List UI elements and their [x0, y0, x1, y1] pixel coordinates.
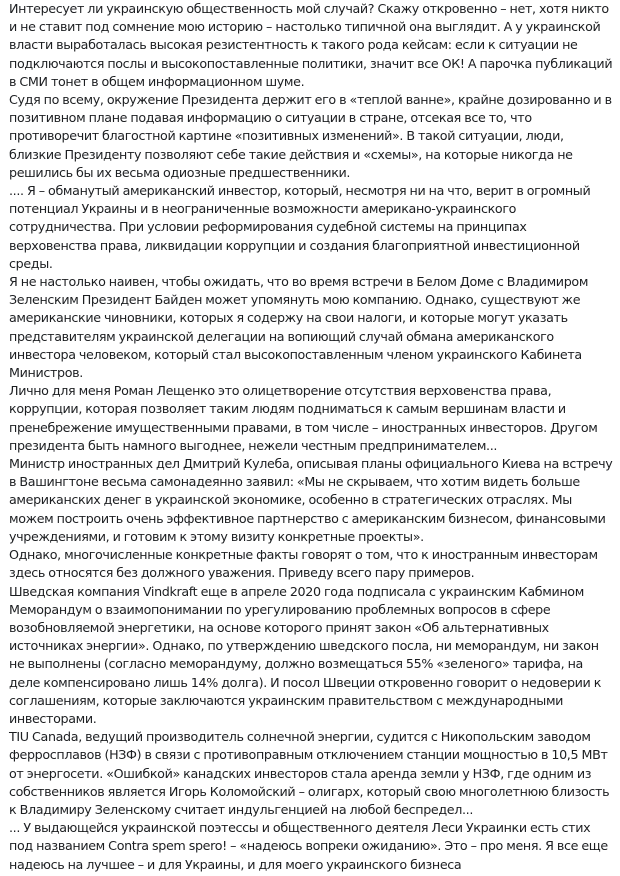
paragraph-kuleba-statement: Министр иностранных дел Дмитрий Кулеба, описывая планы официального Киева на встречу в Вашингтоне весьма самонадеянно заявил: «Мы не скрываем, что хотим видеть больше американских денег в украинской экономике, особенно в стратегических отраслях. Мы можем построить очень эффективное партнерство с американским бизнесом, финансовыми учреждениями, и готовим к этому визиту конкретные проекты». — [9, 456, 613, 544]
paragraph-contra-spem-spero: ... У выдающейся украинской поэтессы и общественного деятеля Леси Украинки есть стих под названием Contra spem spero! – «надеюсь вопреки ожиданию». Это – про меня. Я все еще надеюсь на лучшее – и для Украины, и для моего украинского бизнеса — [9, 820, 608, 872]
paragraph-public-interest: Интересует ли украинскую общественность мой случай? Скажу откровенно – нет, хотя никто и не ставит под сомнение мою историю – настолько типичной она выглядит. А у украинской власти выработалась высокая резистентность к такого рода кейсам: если к ситуации не подключаются послы и высокопоставленные политики, значит все ОК! А парочка публикаций в СМИ тонет в общем информационном шуме. — [9, 1, 613, 89]
paragraph-white-house-meeting: Я не настолько наивен, чтобы ожидать, что во время встречи в Белом Доме с Владимиром Зеленским Президент Байден может упомянуть мою компанию. Однако, существуют же американские чиновники, которых я содержу на свои налоги, и которые могут указать представителям украинской делегации на вопиющий случай обмана американского инвестора человеком, который стал высокопоставленным членом украинского Кабинета Министров. — [9, 274, 589, 381]
paragraph-tiu-canada: TIU Canada, ведущий производитель солнечной энергии, судится с Никопольским заводом ферросплавов (НЗФ) в связи с противоправным отключением станции мощностью в 10,5 МВт от энергосети. «Ошибкой» канадских инвесторов стала аренда земли у НЗФ, где одним из собственников является Игорь Коломойский – олигарх, который свою многолетнюю близость к Владимиру Зеленскому считает индульгенцией на любой беспредел... — [9, 729, 610, 817]
paragraph-facts-intro: Однако, многочисленные конкретные факты говорят о том, что к иностранным инвесторам здесь относятся без должного уважения. Приведу всего пару примеров. — [9, 547, 598, 581]
paragraph-roman-leshchenko: Лично для меня Роман Лещенко это олицетворение отсутствия верховенства права, коррупции, которая позволяет таким людям подниматься к самым вершинам власти и пренебрежение имущественными правами, в том числе – иностранных инвесторов. Другом президента быть намного выгоднее, нежели честным предпринимателем... — [9, 383, 598, 453]
paragraph-vindkraft: Шведская компания Vindkraft еще в апреле 2020 года подписала с украинским Кабмином Меморандум о взаимопонимании по урегулированию проблемных вопросов в сфере возобновляемой энергетики, на основе которого принят закон «Об альтернативных источниках энергии». Однако, по утверждению шведского посла, ни меморандум, ни закон не выполнены (согласно меморандуму, должно возмещаться 55% «зеленого» тарифа, на деле компенсировано лишь 14% долга). И посол Швеции откровенно говорит о недоверии к соглашениям, которые заключаются украинским правительством с международными инвесторами. — [9, 583, 602, 726]
paragraph-deceived-investor: .... Я – обманутый американский инвестор, который, несмотря ни на что, верит в огромный потенциал Украины и в неограниченные возможности американо-украинского сотрудничества. При условии реформирования судебной системы на принципах верховенства права, ликвидации коррупции и создания благоприятной инвестиционной среды. — [9, 183, 591, 271]
paragraph-president-environment: Судя по всему, окружение Президента держит его в «теплой ванне», крайне дозированно и в позитивном плане подавая информацию о ситуации в стране, отсекая все то, что противоречит благостной картине «позитивных изменений». В такой ситуации, люди, близкие Президенту позволяют себе такие действия и «схемы», на которые никогда не решились бы их весьма одиозные предшественники. — [9, 92, 612, 180]
